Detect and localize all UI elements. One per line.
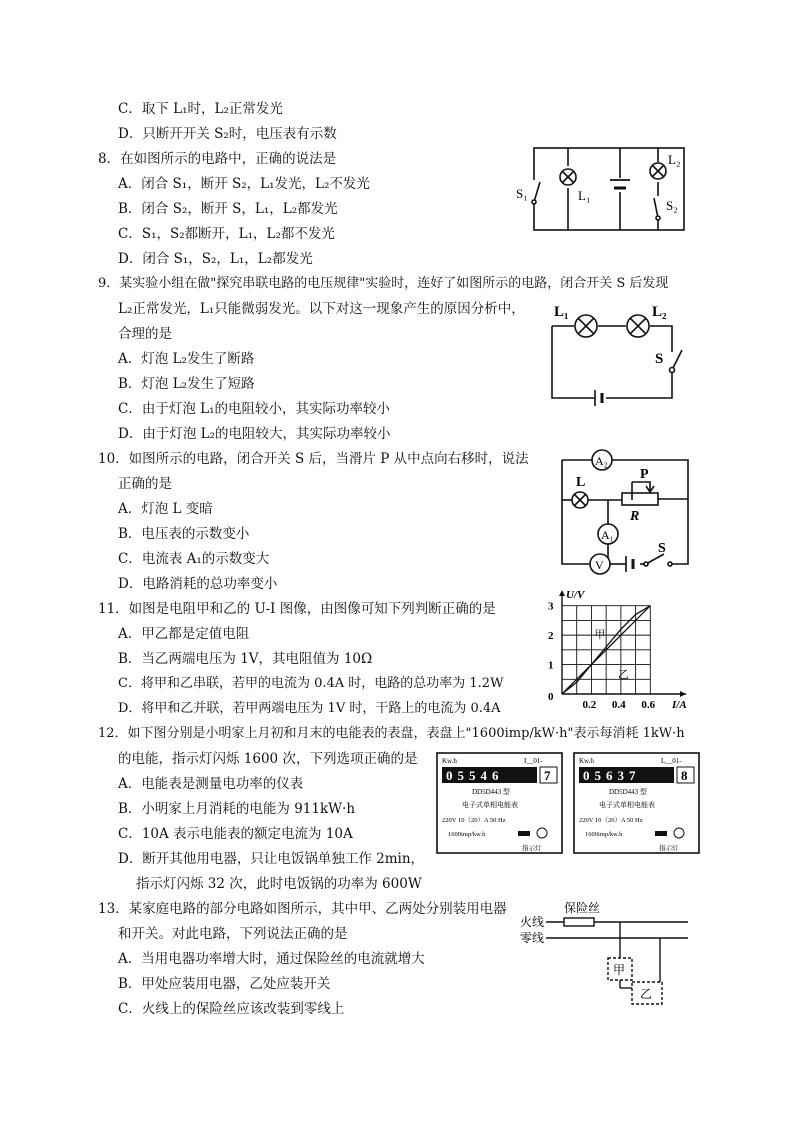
q8-s2-label: S₂ — [666, 198, 678, 213]
y-axis-label: U/V — [566, 589, 585, 601]
q10-option-c: C．电流表 A₁的示数变大 — [118, 551, 270, 567]
q10-stem-line2: 正确的是 — [118, 476, 172, 492]
q8-l1-label: L₁ — [578, 188, 591, 203]
q9-option-c: C．由于灯泡 L₁的电阻较小，其实际功率较小 — [118, 401, 390, 417]
q8-option-c: C．S₁，S₂都断开，L₁，L₂都不发光 — [118, 226, 335, 242]
q9-option-a: A．灯泡 L₂发生了断路 — [118, 351, 255, 367]
q7-option-d: D．只断开开关 S₂时，电压表有示数 — [118, 126, 337, 142]
meter-unit: Kw.h — [442, 757, 457, 765]
q11-option-b: B．当乙两端电压为 1V，其电阻值为 10Ω — [118, 651, 373, 667]
meter-tag: I__01- — [524, 757, 543, 765]
q13-stem-line1: 13．某家庭电路的部分电路如图所示，其中甲、乙两处分别装用电器 — [98, 901, 507, 917]
q11-option-d: D．将甲和乙并联，若甲两端电压为 1V 时，干路上的电流为 0.4A — [118, 701, 501, 716]
y-tick-label: 3 — [548, 600, 554, 613]
q12-option-d-line2: 指示灯闪烁 32 次，此时电饭锅的功率为 600W — [136, 876, 422, 892]
meter-name: 电子式单相电能表 — [599, 801, 655, 809]
q10-a2-label: A₂ — [595, 454, 608, 468]
q13-household-circuit — [520, 898, 692, 1010]
meter-imp: 1600imp/kw.h — [448, 831, 486, 838]
q13-live-wire-label: 火线 — [520, 915, 545, 929]
x-axis-arrow — [680, 691, 686, 697]
q9-stem-line1: 9．某实验小组在做"探究串联电路的电压规律"实验时，连好了如图所示的电路，闭合开关 S 后发现 — [98, 276, 669, 291]
y-tick-label: 1 — [548, 659, 554, 672]
q8-stem: 8．在如图所示的电路中，正确的说法是 — [98, 151, 337, 167]
meter-digits: 05637 — [583, 768, 641, 783]
q9-l2-label: L₂ — [652, 304, 667, 320]
y-tick-label: 2 — [548, 630, 554, 643]
meter-model: DD5D443 型 — [609, 788, 647, 796]
q12-option-c: C．10A 表示电能表的额定电流为 10A — [118, 826, 353, 842]
q13-option-c: C．火线上的保险丝应该改装到零线上 — [118, 1001, 345, 1017]
q9-l1-label: L₁ — [554, 304, 569, 320]
q10-a1-label: A₁ — [601, 528, 614, 542]
q13-jia-label: 甲 — [613, 963, 626, 977]
q13-option-a: A．当用电器功率增大时，通过保险丝的电流就增大 — [118, 951, 425, 967]
x-tick-label: 0.4 — [611, 699, 626, 710]
q10-p-label: P — [640, 467, 649, 482]
q13-neutral-wire-label: 零线 — [520, 931, 545, 945]
meter-name: 电子式单相电能表 — [462, 801, 518, 809]
q12-option-d-line1: D．断开其他用电器，只让电饭锅单独工作 2min， — [118, 851, 425, 867]
y-axis-arrow — [559, 590, 565, 596]
meter-indicator: 指示灯 — [522, 845, 542, 852]
q10-circuit-diagram — [550, 446, 696, 578]
x-tick-label: 0.6 — [641, 699, 656, 710]
q10-stem-line1: 10．如图所示的电路，闭合开关 S 后，当滑片 P 从中点向右移时，说法 — [98, 451, 529, 467]
q13-yi-label: 乙 — [640, 987, 653, 1001]
q7-option-c: C．取下 L₁时，L₂正常发光 — [118, 101, 283, 117]
q9-circuit-diagram — [540, 300, 700, 412]
meter-unit: Kw.h — [579, 757, 594, 765]
q13-stem-line2: 和开关。对此电路，下列说法正确的是 — [118, 926, 348, 942]
meter-rating: 220V 10（20）A 50 Hz — [579, 817, 643, 824]
x-tick-label: 0.2 — [582, 699, 597, 710]
q13-fuse-label: 保险丝 — [564, 901, 601, 915]
q9-stem-line2: L₂正常发光，L₁只能微弱发光。以下对这一现象产生的原因分析中， — [118, 301, 525, 317]
meter-tag: L__01- — [661, 757, 682, 765]
q12-meters — [436, 752, 700, 860]
origin-label: 0 — [548, 691, 554, 703]
q9-s-label: S — [655, 351, 664, 367]
series-label: 甲 — [594, 629, 606, 642]
x-axis-label: I/A — [672, 699, 687, 710]
q8-option-d: D．闭合 S₁，S₂，L₁，L₂都发光 — [118, 251, 313, 267]
q10-option-a: A．灯泡 L 变暗 — [118, 501, 213, 517]
meter-red-digit: 7 — [544, 768, 551, 783]
q12-option-a: A．电能表是测量电功率的仪表 — [118, 776, 304, 792]
q10-option-b: B．电压表的示数变小 — [118, 526, 250, 542]
q12-option-b: B．小明家上月消耗的电能为 911kW·h — [118, 801, 356, 817]
meter-digits: 05546 — [446, 768, 504, 783]
q12-stem-line1: 12．如下图分别是小明家上月初和月末的电能表的表盘，表盘上"1600imp/kW·h"表示每消耗 1kW·h — [98, 726, 685, 741]
q11-option-a: A．甲乙都是定值电阻 — [118, 626, 250, 642]
q8-option-b: B．闭合 S₂，断开 S，L₁，L₂都发光 — [118, 201, 338, 217]
meter-end-of-month — [574, 753, 699, 853]
q8-circuit-diagram — [512, 140, 702, 240]
q9-option-b: B．灯泡 L₂发生了短路 — [118, 376, 255, 392]
meter-indicator: 指示灯 — [659, 845, 679, 852]
q11-ui-chart — [536, 586, 696, 710]
q13-option-b: B．甲处应装用电器，乙处应装开关 — [118, 976, 331, 992]
q10-v-label: V — [595, 558, 604, 572]
meter-imp: 1600imp/kw.h — [585, 831, 623, 838]
q11-stem: 11．如图是电阻甲和乙的 U-I 图像，由图像可知下列判断正确的是 — [98, 601, 496, 617]
meter-rating: 220V 10（20）A 50 Hz — [442, 817, 506, 824]
q11-option-c: C．将甲和乙串联，若甲的电流为 0.4A 时，电路的总功率为 1.2W — [118, 676, 504, 691]
meter-red-digit: 8 — [681, 768, 688, 783]
meter-start-of-month — [437, 753, 562, 853]
series-label: 乙 — [617, 668, 629, 681]
q10-option-d: D．电路消耗的总功率变小 — [118, 576, 278, 592]
q8-option-a: A．闭合 S₁，断开 S₂，L₁发光，L₂不发光 — [118, 176, 370, 192]
q8-s1-label: S₁ — [516, 186, 528, 201]
q9-option-d: D．由于灯泡 L₂的电阻较大，其实际功率较小 — [118, 426, 391, 442]
q9-stem-line3: 合理的是 — [118, 326, 172, 342]
q8-l2-label: L₂ — [668, 152, 681, 167]
q12-stem-line2: 的电能，指示灯闪烁 1600 次，下列选项正确的是 — [118, 751, 418, 767]
q10-l-label: L — [576, 475, 586, 490]
meter-model: DD5D443 型 — [472, 788, 510, 796]
q10-r-label: R — [630, 509, 640, 524]
q10-s-label: S — [658, 541, 666, 556]
